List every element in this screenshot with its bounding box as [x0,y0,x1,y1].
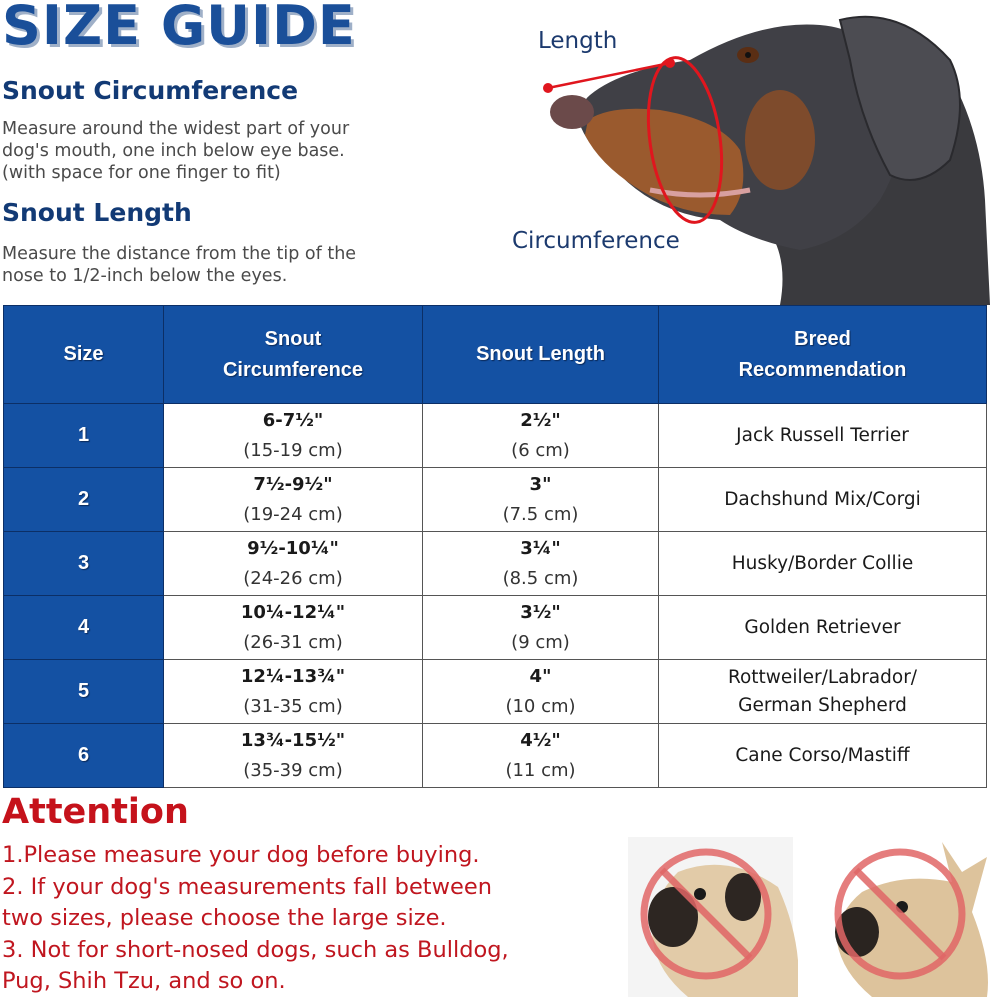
no-french-bulldog-icon [812,832,1000,997]
description-line: (with space for one finger to fit) [2,163,281,183]
length-cell [423,724,659,788]
circumference-inches: 9½-10¼" [247,537,339,559]
table-row [4,596,987,660]
circumference-inches: 10¼-12¼" [240,601,346,623]
header-circumference [164,306,423,404]
size-cell: 6 [4,724,164,788]
circumference-cell [164,596,423,660]
length-cm: (11 cm) [505,759,576,781]
length-inches: 3¼" [520,537,561,559]
circumference-cell [164,660,423,724]
circumference-cm: (35-39 cm) [243,759,343,781]
table-header-row [4,306,987,404]
circumference-heading: Snout Circumference [2,76,299,105]
circumference-cell [164,404,423,468]
length-inches: 3" [529,473,552,495]
length-inches: 4" [529,665,552,687]
header-size: Size [4,306,164,404]
description-line: Measure around the widest part of your [2,119,350,139]
circumference-cell [164,468,423,532]
attention-heading: Attention [2,792,189,832]
breed-text: Jack Russell Terrier [736,424,909,446]
circumference-label: Circumference [512,228,680,254]
table-row [4,724,987,788]
breed-text: Dachshund Mix/Corgi [724,488,921,510]
breed-cell [659,532,987,596]
description-line: dog's mouth, one inch below eye base. [2,141,345,161]
breed-cell [659,596,987,660]
length-cell [423,596,659,660]
breed-text: Golden Retriever [744,616,901,638]
header-length: Snout Length [423,306,659,404]
table-row [4,468,987,532]
no-pug-icon [618,832,798,997]
header-line: Recommendation [738,358,907,381]
circumference-inches: 6-7½" [262,409,324,431]
page-title: SIZE GUIDE [2,0,356,57]
breed-text: Husky/Border Collie [731,552,914,574]
length-cm: (7.5 cm) [502,503,579,525]
length-cell [423,468,659,532]
circumference-cm: (31-35 cm) [243,695,343,717]
circumference-inches: 7½-9½" [253,473,333,495]
length-cell [423,660,659,724]
size-cell: 4 [4,596,164,660]
size-cell: 2 [4,468,164,532]
length-inches: 2½" [520,409,561,431]
no-french-bulldog-example [812,832,992,997]
breed-text: Cane Corso/Mastiff [735,744,910,766]
header-line: Breed [794,327,851,350]
attention-item: 1.Please measure your dog before buying. [2,842,480,868]
circumference-inches: 13¾-15½" [240,729,346,751]
length-cm: (8.5 cm) [502,567,579,589]
attention-list [2,840,602,998]
length-cm: (9 cm) [511,631,570,653]
attention-item: Pug, Shih Tzu, and so on. [2,968,286,994]
table-row [4,404,987,468]
circumference-cell [164,532,423,596]
description-line: Measure the distance from the tip of the [2,244,357,264]
breed-text: German Shepherd [738,694,907,716]
length-heading: Snout Length [2,198,192,227]
breed-cell [659,660,987,724]
length-cell [423,404,659,468]
length-inches: 3½" [520,601,561,623]
length-description [2,243,356,287]
size-cell: 5 [4,660,164,724]
attention-item: two sizes, please choose the large size. [2,905,447,931]
circumference-cm: (26-31 cm) [243,631,343,653]
length-cm: (10 cm) [505,695,576,717]
breed-cell [659,724,987,788]
doberman-measurement-diagram [480,0,1000,305]
size-cell: 1 [4,404,164,468]
circumference-cm: (24-26 cm) [243,567,343,589]
length-inches: 4½" [520,729,561,751]
length-cell [423,532,659,596]
length-label: Length [538,28,618,54]
breed-cell [659,468,987,532]
circumference-inches: 12¼-13¾" [240,665,346,687]
length-cm: (6 cm) [511,439,570,461]
no-pug-example [618,832,798,997]
size-chart-table [3,305,987,788]
size-cell: 3 [4,532,164,596]
breed-text: Rottweiler/Labrador/ [727,666,918,688]
header-line: Snout [264,327,322,350]
attention-item: 2. If your dog's measurements fall between [2,873,492,900]
description-line: nose to 1/2-inch below the eyes. [2,266,288,286]
attention-item: 3. Not for short-nosed dogs, such as Bulldog, [2,936,509,963]
header-breed [659,306,987,404]
circumference-cell [164,724,423,788]
circumference-cm: (15-19 cm) [243,439,343,461]
breed-cell [659,404,987,468]
header-line: Circumference [222,358,364,381]
table-row [4,660,987,724]
circumference-cm: (19-24 cm) [243,503,343,525]
circumference-description [2,118,349,184]
table-row [4,532,987,596]
